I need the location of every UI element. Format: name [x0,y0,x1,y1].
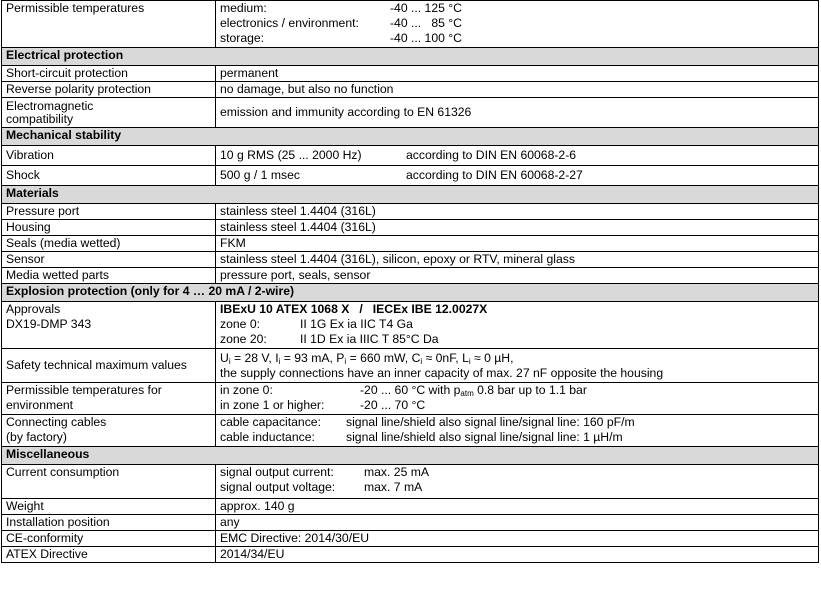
label-shock: Shock [2,166,216,186]
zone-0-name: zone 0: [220,317,260,331]
value-reverse-polarity: no damage, but also no function [216,82,819,98]
label-pressure-port: Pressure port [2,204,216,220]
value-ce-conformity: EMC Directive: 2014/30/EU [216,531,819,547]
row-pressure-port [2,204,819,220]
env-zone-1-name: in zone 1 or higher: [220,398,325,412]
cert-separator: / [359,302,363,316]
temp-electronics-value: -40 ... 85 °C [390,16,462,30]
temp-storage-name: storage: [220,31,265,45]
value-atex-directive: 2014/34/EU [216,547,819,563]
label-env-temperatures [2,383,216,415]
label-reverse-polarity: Reverse polarity protection [2,82,216,98]
sym-i: I [275,350,279,365]
value-pressure-port: stainless steel 1.4404 (316L) [216,204,819,220]
label-approvals [2,302,216,349]
label-emc-line-2: compatibility [6,111,74,126]
temp-electronics-name: electronics / environment: [220,16,359,30]
label-vibration: Vibration [2,146,216,166]
env-zone-0-sub: atm [460,389,474,398]
sub-i: i [468,356,471,366]
value-emc: emission and immunity according to EN 61326 [216,98,819,128]
safety-note: the supply connections have an inner capacity of max. 27 nF opposite the housing [220,365,664,380]
env-zone-0-name: in zone 0: [220,383,273,397]
row-installation-position [2,515,819,531]
zone-20-name: zone 20: [220,332,267,346]
label-housing: Housing [2,220,216,236]
section-title: Explosion protection (only for 4 … 20 mA / 2-wire) [2,284,819,302]
row-emc [2,98,819,128]
label-short-circuit: Short-circuit protection [2,66,216,82]
voltage-output-name: signal output voltage: [220,480,336,494]
vibration-spec: 10 g RMS (25 ... 2000 Hz) [220,148,362,162]
val-u: = 28 V, [230,350,276,365]
label-weight: Weight [2,499,216,515]
sub-i: i [420,356,423,366]
label-seals: Seals (media wetted) [2,236,216,252]
label-approvals-line-1: Approvals [6,302,61,316]
row-weight [2,499,819,515]
label-safety-values: Safety technical maximum values [2,349,216,383]
temp-storage-value: -40 ... 100 °C [390,31,462,45]
row-atex-directive [2,547,819,563]
sub-i: i [228,356,231,366]
label-sensor: Sensor [2,252,216,268]
value-installation-position: any [216,515,819,531]
row-safety-values [2,349,819,383]
value-housing: stainless steel 1.4404 (316L) [216,220,819,236]
label-emc-line-1: Electromagnetic [6,98,94,113]
value-permissible-temperatures [216,1,819,48]
value-connecting-cables [216,415,819,447]
label-atex-directive: ATEX Directive [2,547,216,563]
zone-0-marking: II 1G Ex ia IIC T4 Ga [300,317,413,331]
vibration-standard: according to DIN EN 60068-2-6 [406,148,577,162]
label-connecting-cables-line-2: (by factory) [6,430,67,444]
env-zone-0-value: -20 ... 60 °C with p [360,383,461,397]
sym-p: P [336,350,345,365]
label-env-temperatures-line-2: environment [6,398,74,412]
row-env-temperatures [2,383,819,415]
value-env-temperatures [216,383,819,415]
value-sensor: stainless steel 1.4404 (316L), silicon, epoxy or RTV, mineral glass [216,252,819,268]
sym-u: U [220,350,229,365]
row-shock [2,166,819,186]
row-connecting-cables [2,415,819,447]
spec-table [1,0,819,563]
row-sensor [2,252,819,268]
cable-capacitance-name: cable capacitance: [220,415,321,429]
label-ce-conformity: CE-conformity [2,531,216,547]
row-ce-conformity [2,531,819,547]
cable-inductance-value: signal line/shield also signal line/signal line: 1 µH/m [346,430,623,444]
row-vibration [2,146,819,166]
zone-20-marking: II 1D Ex ia IIIC T 85°C Da [300,332,439,346]
label-current-consumption: Current consumption [2,465,216,499]
value-current-consumption [216,465,819,499]
env-zone-1-value: -20 ... 70 °C [360,398,426,412]
safety-values-line [220,351,814,366]
label-connecting-cables-line-1: Connecting cables [6,415,107,429]
label-approvals-line-2: DX19-DMP 343 [6,317,92,331]
value-shock [216,166,819,186]
cable-inductance-name: cable inductance: [220,430,315,444]
row-seals [2,236,819,252]
cert-iecex: IECEx IBE 12.0027X [372,302,488,316]
cert-atex: IBExU 10 ATEX 1068 X [220,302,350,316]
sub-i: i [278,356,281,366]
label-installation-position: Installation position [2,515,216,531]
env-zone-0-tail: 0.8 bar up to 1.1 bar [473,383,587,397]
val-i: = 93 mA, [280,350,337,365]
row-current-consumption [2,465,819,499]
section-title: Mechanical stability [2,128,819,146]
label-permissible-temperatures: Permissible temperatures [2,1,216,48]
value-vibration [216,146,819,166]
section-electrical-protection [2,48,819,66]
voltage-output-value: max. 7 mA [364,480,423,494]
val-p: = 660 mW, [346,350,412,365]
section-title: Miscellaneous [2,447,819,465]
value-short-circuit: permanent [216,66,819,82]
row-permissible-temperatures [2,1,819,48]
temp-medium-name: medium: [220,1,267,15]
value-media-wetted-parts: pressure port, seals, sensor [216,268,819,284]
value-seals: FKM [216,236,819,252]
value-approvals [216,302,819,349]
section-title: Materials [2,186,819,204]
section-title: Electrical protection [2,48,819,66]
label-env-temperatures-line-1: Permissible temperatures for [6,383,162,397]
label-emc [2,98,216,128]
shock-standard: according to DIN EN 60068-2-27 [406,168,583,182]
shock-spec: 500 g / 1 msec [220,168,300,182]
row-housing [2,220,819,236]
sym-l: L [462,350,469,365]
current-output-value: max. 25 mA [364,465,430,479]
label-connecting-cables [2,415,216,447]
sub-i: i [344,356,347,366]
value-weight: approx. 140 g [216,499,819,515]
temp-medium-value: -40 ... 125 °C [390,1,462,15]
val-c: ≈ 0nF, [422,350,463,365]
val-l: ≈ 0 µH, [470,350,514,365]
row-reverse-polarity [2,82,819,98]
section-materials [2,186,819,204]
row-media-wetted-parts [2,268,819,284]
row-short-circuit [2,66,819,82]
sym-c: C [411,350,421,365]
section-explosion-protection [2,284,819,302]
value-safety-values [216,349,819,383]
label-media-wetted-parts: Media wetted parts [2,268,216,284]
section-miscellaneous [2,447,819,465]
section-mechanical-stability [2,128,819,146]
row-approvals [2,302,819,349]
cable-capacitance-value: signal line/shield also signal line/signal line: 160 pF/m [346,415,635,429]
current-output-name: signal output current: [220,465,334,479]
